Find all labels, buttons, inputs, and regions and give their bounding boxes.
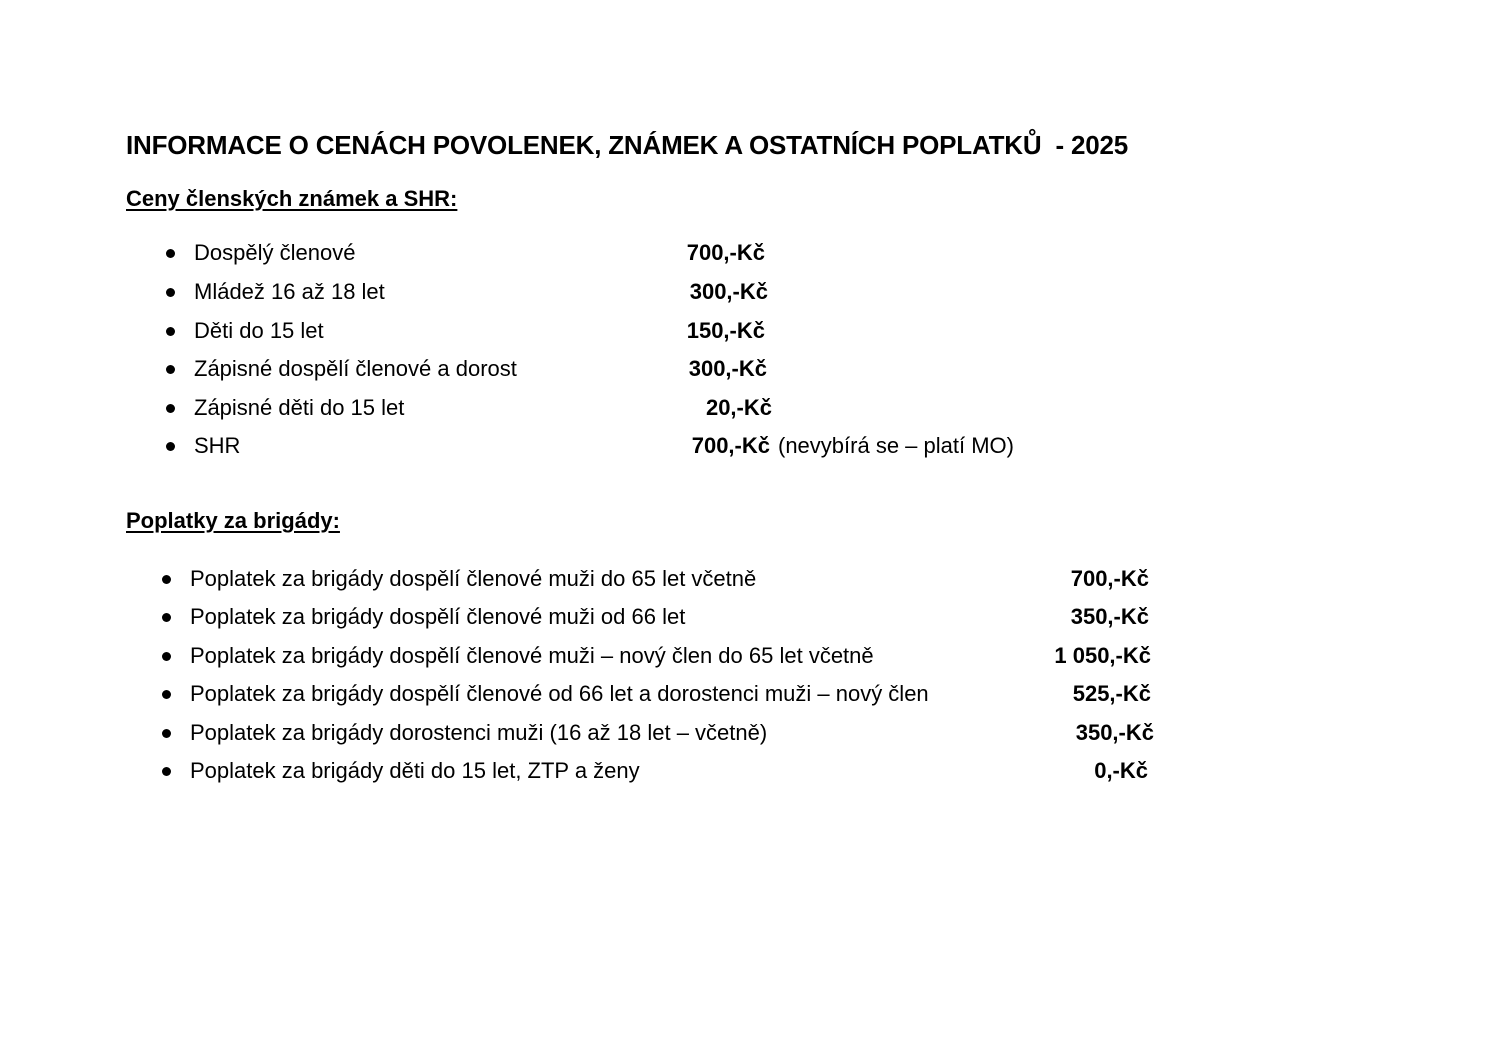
membership-item — [160, 238, 1160, 268]
bullet-icon — [166, 442, 175, 451]
bullet-icon — [162, 767, 171, 776]
brigade-item-price: 350,-Kč — [1075, 720, 1154, 745]
membership-item-note: (nevybírá se – platí MO) — [778, 433, 1014, 458]
membership-item — [160, 277, 1160, 307]
membership-item-price: 300,-Kč — [689, 279, 768, 304]
brigade-item — [156, 718, 1166, 748]
brigade-item — [156, 679, 1166, 709]
membership-item-label: Zápisné děti do 15 let — [194, 395, 405, 420]
brigade-item — [156, 756, 1166, 786]
brigade-item-label: Poplatek za brigády děti do 15 let, ZTP a ženy — [190, 758, 640, 783]
membership-item — [160, 354, 1160, 384]
membership-item-label: Zápisné dospělí členové a dorost — [194, 356, 517, 381]
bullet-icon — [166, 365, 175, 374]
brigades-heading: Poplatky za brigády: — [126, 508, 340, 533]
bullet-icon — [166, 288, 175, 297]
brigade-item-price: 0,-Kč — [1094, 758, 1148, 783]
membership-item-price: 150,-Kč — [686, 318, 765, 343]
brigade-item-label: Poplatek za brigády dospělí členové muži – nový člen do 65 let včetně — [190, 643, 874, 668]
membership-item-price: 20,-Kč — [705, 395, 772, 420]
bullet-icon — [166, 249, 175, 258]
bullet-icon — [166, 404, 175, 413]
membership-item — [160, 393, 1160, 423]
bullet-icon — [166, 327, 175, 336]
brigade-item — [156, 564, 1166, 594]
bullet-icon — [162, 652, 171, 661]
brigade-item-label: Poplatek za brigády dospělí členové muži do 65 let včetně — [190, 566, 757, 591]
membership-item-label: Mládež 16 až 18 let — [194, 279, 385, 304]
brigade-item-label: Poplatek za brigády dorostenci muži (16 až 18 let – včetně) — [190, 720, 768, 745]
membership-item — [160, 431, 1160, 461]
membership-item-label: Děti do 15 let — [194, 318, 324, 343]
bullet-icon — [162, 613, 171, 622]
brigade-item-label: Poplatek za brigády dospělí členové muži od 66 let — [190, 604, 686, 629]
bullet-icon — [162, 575, 171, 584]
brigade-item-price: 700,-Kč — [1070, 566, 1149, 591]
membership-item-price: 700,-Kč — [691, 433, 770, 458]
membership-item-price: 700,-Kč — [686, 240, 765, 265]
membership-item — [160, 316, 1160, 346]
membership-heading: Ceny členských známek a SHR: — [126, 186, 458, 211]
membership-item-price: 300,-Kč — [688, 356, 767, 381]
bullet-icon — [162, 729, 171, 738]
brigade-item-label: Poplatek za brigády dospělí členové od 66 let a dorostenci muži – nový člen — [190, 681, 929, 706]
bullet-icon — [162, 690, 171, 699]
brigade-item-price: 525,-Kč — [1072, 681, 1151, 706]
brigade-item — [156, 602, 1166, 632]
brigade-item — [156, 641, 1166, 671]
brigade-item-price: 350,-Kč — [1070, 604, 1149, 629]
membership-item-label: SHR — [194, 433, 241, 458]
brigade-item-price: 1 050,-Kč — [1054, 643, 1151, 668]
membership-item-label: Dospělý členové — [194, 240, 356, 265]
document-title: INFORMACE O CENÁCH POVOLENEK, ZNÁMEK A OSTATNÍCH POPLATKŮ - 2025 — [126, 130, 1129, 160]
